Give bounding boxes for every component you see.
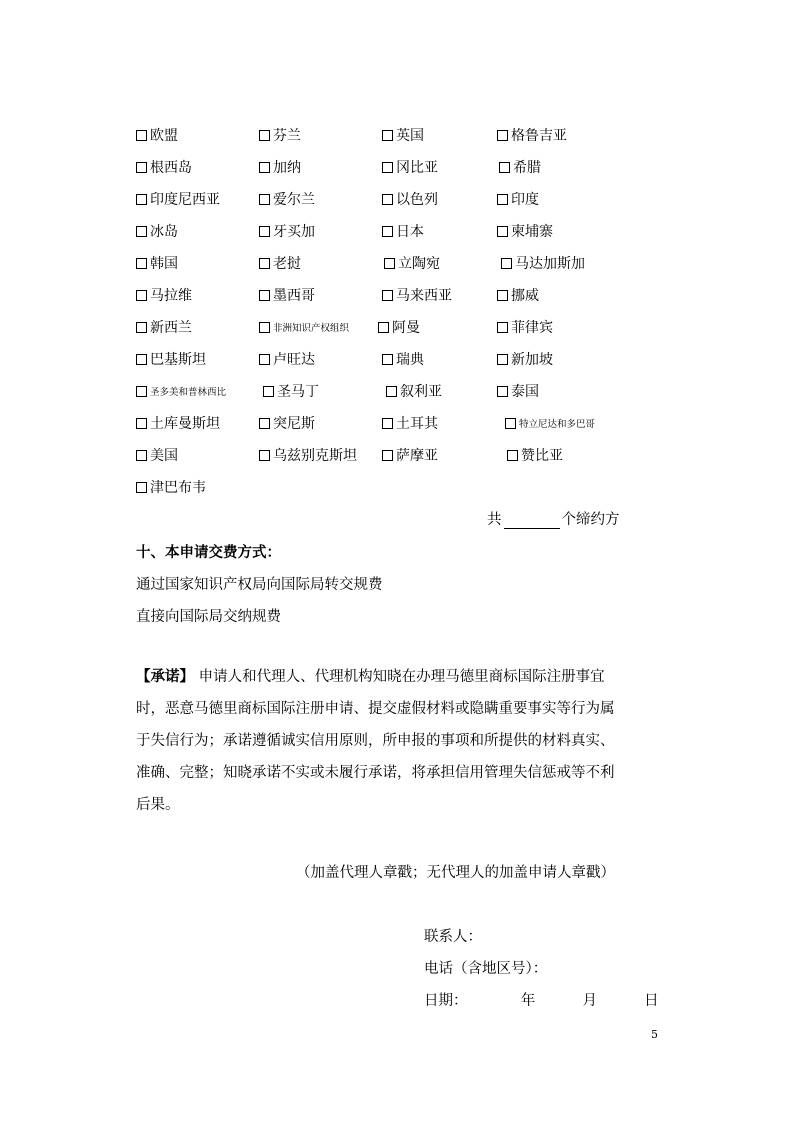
country-label: 日本 bbox=[396, 224, 424, 240]
country-label: 非洲知识产权组织 bbox=[273, 323, 350, 334]
checkbox[interactable] bbox=[136, 130, 147, 141]
date-month: 月 bbox=[582, 993, 597, 1009]
country-label: 马拉维 bbox=[150, 288, 192, 304]
checkbox[interactable] bbox=[386, 386, 397, 397]
checkbox[interactable] bbox=[259, 226, 270, 237]
payment-option-direct: 直接向国际局交纳规费 bbox=[136, 609, 281, 625]
country-label: 萨摩亚 bbox=[396, 448, 438, 464]
checkbox[interactable] bbox=[136, 194, 147, 205]
checkbox[interactable] bbox=[501, 258, 512, 269]
promise-line: 时，恶意马德里商标国际注册申请、提交虚假材料或隐瞒重要事实等行为属 bbox=[136, 701, 615, 717]
country-label: 美国 bbox=[150, 448, 178, 464]
country-label: 卢旺达 bbox=[273, 352, 315, 368]
checkbox[interactable] bbox=[136, 290, 147, 301]
country-option[interactable] bbox=[263, 382, 319, 400]
checkbox[interactable] bbox=[136, 418, 147, 429]
country-label: 乌兹别克斯坦 bbox=[273, 448, 357, 464]
contact-person-label: 联系人： bbox=[424, 929, 482, 945]
country-label: 圣马丁 bbox=[277, 384, 319, 400]
country-option[interactable] bbox=[384, 254, 440, 272]
promise-paragraph bbox=[136, 661, 662, 821]
checkbox[interactable] bbox=[497, 322, 508, 333]
country-option[interactable] bbox=[136, 286, 192, 304]
country-option[interactable] bbox=[501, 254, 585, 272]
checkbox[interactable] bbox=[382, 290, 393, 301]
section10-heading: 十、本申请交费方式： bbox=[136, 545, 281, 561]
checkbox[interactable] bbox=[259, 290, 270, 301]
checkbox[interactable] bbox=[497, 226, 508, 237]
country-option[interactable] bbox=[136, 478, 206, 496]
checkbox[interactable] bbox=[136, 482, 147, 493]
checkbox[interactable] bbox=[136, 258, 147, 269]
country-label: 瑞典 bbox=[396, 352, 424, 368]
country-label: 英国 bbox=[396, 128, 424, 144]
country-label: 巴基斯坦 bbox=[150, 352, 206, 368]
checkbox[interactable] bbox=[382, 354, 393, 365]
country-label: 爱尔兰 bbox=[273, 192, 315, 208]
country-label: 格鲁吉亚 bbox=[511, 128, 567, 144]
country-option[interactable] bbox=[497, 222, 553, 240]
country-label: 赞比亚 bbox=[521, 448, 563, 464]
seal-note: （加盖代理人章戳；无代理人的加盖申请人章戳） bbox=[296, 865, 615, 881]
country-label: 马达加斯加 bbox=[515, 256, 585, 272]
country-option[interactable] bbox=[382, 446, 438, 464]
checkbox[interactable] bbox=[259, 354, 270, 365]
country-label: 芬兰 bbox=[273, 128, 301, 144]
contracting-party-total bbox=[487, 508, 620, 529]
date-line bbox=[424, 989, 659, 1010]
country-option[interactable] bbox=[259, 126, 301, 144]
country-option[interactable] bbox=[136, 350, 206, 368]
checkbox[interactable] bbox=[259, 258, 270, 269]
date-year: 年 bbox=[520, 993, 536, 1009]
country-option[interactable] bbox=[382, 126, 424, 144]
country-option[interactable] bbox=[136, 382, 226, 400]
country-option[interactable] bbox=[136, 222, 178, 240]
date-day: 日 bbox=[644, 993, 659, 1009]
country-label: 韩国 bbox=[150, 256, 178, 272]
checkbox[interactable] bbox=[259, 450, 270, 461]
country-option[interactable] bbox=[259, 158, 301, 176]
country-label: 津巴布韦 bbox=[150, 480, 206, 496]
country-label: 圣多美和普林西比 bbox=[150, 387, 227, 398]
checkbox[interactable] bbox=[136, 226, 147, 237]
checkbox[interactable] bbox=[382, 226, 393, 237]
country-option[interactable] bbox=[386, 382, 442, 400]
country-label: 欧盟 bbox=[150, 128, 178, 144]
country-option[interactable] bbox=[382, 350, 424, 368]
country-option[interactable] bbox=[136, 126, 178, 144]
date-label: 日期： bbox=[424, 993, 468, 1009]
checkbox[interactable] bbox=[382, 450, 393, 461]
country-label: 印度 bbox=[511, 192, 539, 208]
promise-line: 于失信行为；承诺遵循诚实信用原则，所申报的事项和所提供的材料真实、 bbox=[136, 733, 615, 749]
country-label: 柬埔寨 bbox=[511, 224, 553, 240]
checkbox[interactable] bbox=[497, 194, 508, 205]
country-label: 立陶宛 bbox=[398, 256, 440, 272]
country-label: 加纳 bbox=[273, 160, 301, 176]
total-count-blank[interactable] bbox=[504, 514, 560, 529]
country-label: 新加坡 bbox=[511, 352, 553, 368]
country-option[interactable] bbox=[497, 286, 539, 304]
checkbox[interactable] bbox=[384, 258, 395, 269]
checkbox[interactable] bbox=[497, 386, 508, 397]
country-label: 泰国 bbox=[511, 384, 539, 400]
checkbox[interactable] bbox=[136, 322, 147, 333]
country-option[interactable] bbox=[382, 222, 424, 240]
promise-tag: 【承诺】 bbox=[136, 669, 194, 685]
checkbox[interactable] bbox=[378, 322, 389, 333]
country-option[interactable] bbox=[136, 158, 192, 176]
country-label: 以色列 bbox=[396, 192, 438, 208]
country-option[interactable] bbox=[497, 318, 553, 336]
country-label: 叙利亚 bbox=[400, 384, 442, 400]
promise-line: 申请人和代理人、代理机构知晓在办理马德里商标国际注册事宜 bbox=[198, 669, 605, 685]
country-label: 牙买加 bbox=[273, 224, 315, 240]
checkbox[interactable] bbox=[507, 450, 518, 461]
country-option[interactable] bbox=[259, 286, 315, 304]
country-option[interactable] bbox=[136, 254, 178, 272]
country-label: 墨西哥 bbox=[273, 288, 315, 304]
country-label: 冰岛 bbox=[150, 224, 178, 240]
country-label: 老挝 bbox=[273, 256, 301, 272]
country-label: 冈比亚 bbox=[396, 160, 438, 176]
checkbox[interactable] bbox=[263, 386, 274, 397]
country-option[interactable] bbox=[382, 286, 452, 304]
checkbox[interactable] bbox=[136, 354, 147, 365]
country-option[interactable] bbox=[136, 446, 178, 464]
total-suffix: 个缔约方 bbox=[561, 512, 620, 528]
contact-phone-label: 电话（含地区号）： bbox=[424, 961, 548, 977]
checkbox[interactable] bbox=[497, 354, 508, 365]
checkbox[interactable] bbox=[505, 418, 516, 429]
country-option[interactable] bbox=[497, 382, 539, 400]
checkbox[interactable] bbox=[497, 290, 508, 301]
country-label: 突尼斯 bbox=[273, 416, 315, 432]
country-label: 挪威 bbox=[511, 288, 539, 304]
country-option[interactable] bbox=[382, 190, 438, 208]
country-option[interactable] bbox=[382, 414, 438, 432]
promise-line: 后果。 bbox=[136, 797, 180, 813]
country-option[interactable] bbox=[497, 190, 539, 208]
checkbox[interactable] bbox=[382, 194, 393, 205]
country-option[interactable] bbox=[382, 158, 438, 176]
country-option[interactable] bbox=[259, 446, 357, 464]
country-option[interactable] bbox=[136, 190, 220, 208]
country-option[interactable] bbox=[378, 318, 420, 336]
country-option[interactable] bbox=[259, 350, 315, 368]
page-number: 5 bbox=[651, 1028, 658, 1041]
country-option[interactable] bbox=[499, 158, 541, 176]
country-option[interactable] bbox=[136, 318, 192, 336]
checkbox[interactable] bbox=[382, 130, 393, 141]
checkbox[interactable] bbox=[259, 418, 270, 429]
payment-option-via-cnipa: 通过国家知识产权局向国际局转交规费 bbox=[136, 577, 383, 593]
country-label: 新西兰 bbox=[150, 320, 192, 336]
country-option[interactable] bbox=[259, 190, 315, 208]
country-option[interactable] bbox=[259, 254, 301, 272]
checkbox[interactable] bbox=[259, 322, 270, 333]
country-label: 马来西亚 bbox=[396, 288, 452, 304]
country-label: 土耳其 bbox=[396, 416, 438, 432]
checkbox[interactable] bbox=[136, 386, 147, 397]
country-option[interactable] bbox=[507, 446, 563, 464]
country-label: 土库曼斯坦 bbox=[150, 416, 220, 432]
checkbox[interactable] bbox=[136, 450, 147, 461]
country-label: 根西岛 bbox=[150, 160, 192, 176]
checkbox[interactable] bbox=[499, 162, 510, 173]
country-option[interactable] bbox=[136, 414, 220, 432]
country-option[interactable] bbox=[259, 222, 315, 240]
checkbox[interactable] bbox=[382, 418, 393, 429]
country-option[interactable] bbox=[259, 414, 315, 432]
checkbox[interactable] bbox=[136, 162, 147, 173]
country-label: 希腊 bbox=[513, 160, 541, 176]
country-option[interactable] bbox=[497, 126, 567, 144]
country-option[interactable] bbox=[505, 414, 595, 432]
checkbox[interactable] bbox=[259, 162, 270, 173]
country-option[interactable] bbox=[259, 318, 349, 336]
checkbox[interactable] bbox=[259, 194, 270, 205]
checkbox[interactable] bbox=[382, 162, 393, 173]
checkbox[interactable] bbox=[259, 130, 270, 141]
country-label: 菲律宾 bbox=[511, 320, 553, 336]
promise-line: 准确、完整；知晓承诺不实或未履行承诺，将承担信用管理失信惩戒等不利 bbox=[136, 765, 615, 781]
total-prefix: 共 bbox=[487, 512, 502, 528]
country-label: 阿曼 bbox=[392, 320, 420, 336]
country-label: 特立尼达和多巴哥 bbox=[519, 419, 596, 430]
country-option[interactable] bbox=[497, 350, 553, 368]
country-label: 印度尼西亚 bbox=[150, 192, 220, 208]
checkbox[interactable] bbox=[497, 130, 508, 141]
